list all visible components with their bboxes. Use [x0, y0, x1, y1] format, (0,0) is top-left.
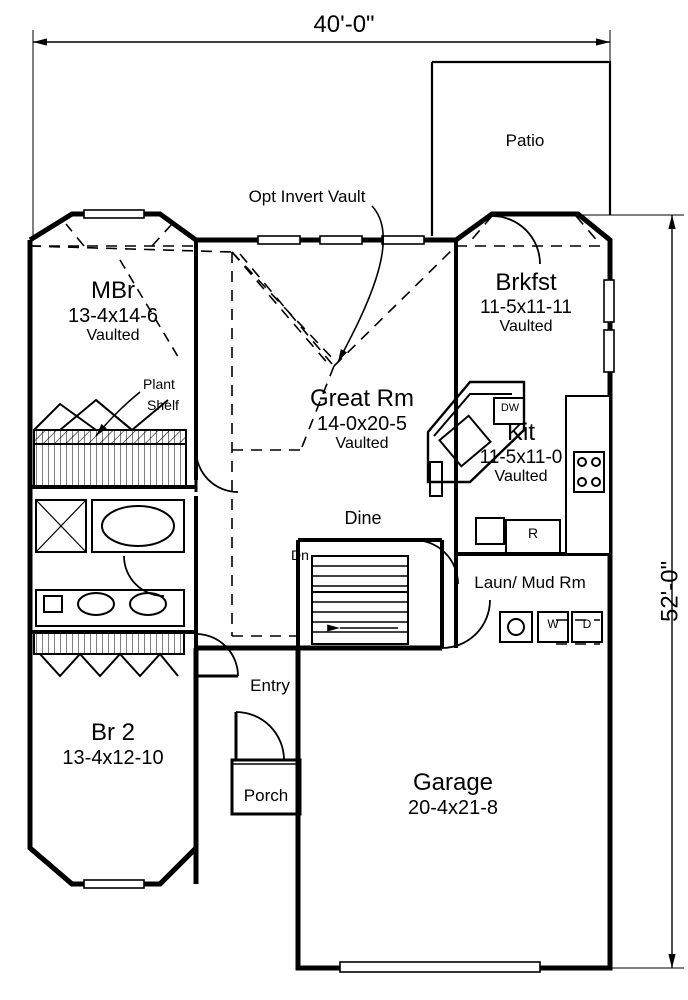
br2-closet: [34, 632, 184, 676]
room-label-patio: Patio: [505, 131, 545, 150]
room-label-laundry: Laun/ Mud Rm: [474, 573, 586, 592]
room-label-mbr: MBr 13-4x14-6 Vaulted: [67, 277, 159, 345]
appliance-label-washer: W: [547, 617, 559, 631]
room-label-br2: Br 2 13-4x12-10: [62, 719, 164, 769]
annotation-plant-shelf-line2: Shelf: [147, 397, 179, 413]
stairs: [312, 556, 408, 644]
annotation-plant-shelf-line1: Plant: [143, 376, 175, 392]
appliance-label-dryer: D: [582, 617, 592, 631]
room-label-dine: Dine: [344, 508, 382, 528]
annotation-stair-down: Dn: [291, 547, 309, 563]
room-label-brkfst: Brkfst 11-5x11-11 Vaulted: [480, 269, 572, 336]
overall-width-dimension: 40'-0": [313, 11, 375, 38]
room-label-entry: Entry: [250, 676, 290, 695]
room-label-great-rm: Great Rm 14-0x20-5 Vaulted: [309, 385, 414, 453]
annotation-opt-invert-vault: Opt Invert Vault: [248, 187, 366, 206]
bath-fixtures: [36, 500, 184, 626]
room-label-garage: Garage 20-4x21-8: [407, 769, 499, 819]
room-label-porch: Porch: [243, 786, 289, 805]
appliance-label-dishwasher: DW: [500, 402, 520, 414]
overall-height-dimension: 52'-0": [656, 560, 684, 623]
appliance-label-refrigerator: R: [527, 525, 539, 541]
room-label-kit: Kit 11-5x11-0 Vaulted: [479, 419, 563, 486]
